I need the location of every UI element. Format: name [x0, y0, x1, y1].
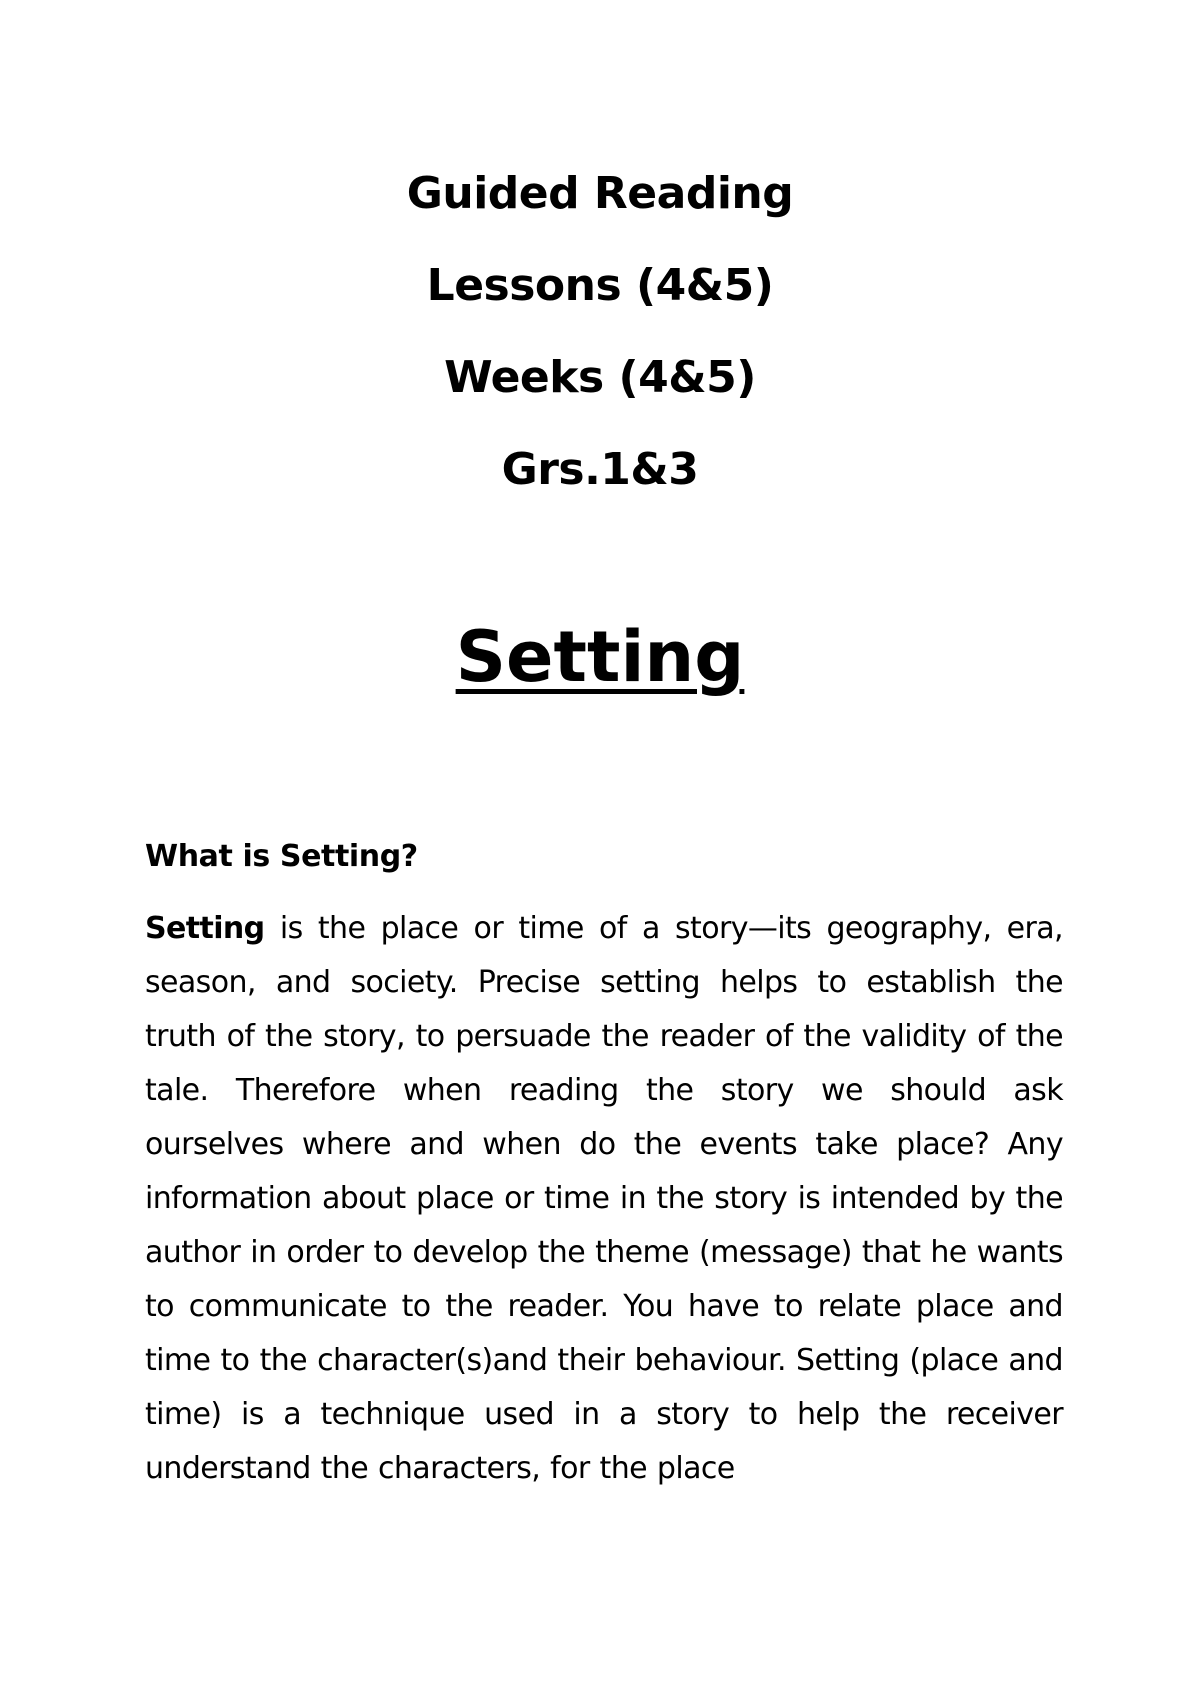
- section-question: What is Setting?: [145, 839, 418, 874]
- body-paragraph-text: is the place or time of a story—its geography, era, season, and society. Precise setting helps to establish the truth of the story, to persuade the reader of the validity of the tale. Therefore when reading the story we should ask ourselves where and when do the events take place? Any information about place or time in the story is intended by the author in order to develop the theme (message) that he wants to communicate to the reader. You have to relate place and time to the character(s)and their behaviour. Setting (place and time) is a technique used in a story to help the receiver understand the characters, for the place: [145, 911, 1063, 1486]
- header-line-activity: Guided Reading: [406, 168, 794, 219]
- header-line-grades: Grs.1&3: [501, 444, 699, 495]
- page-title: [0, 612, 1200, 702]
- document-header: [0, 148, 1200, 516]
- body-term: Setting: [145, 911, 265, 946]
- content-section: [145, 830, 1063, 1496]
- body-paragraph: [145, 902, 1063, 1496]
- header-line-weeks: Weeks (4&5): [444, 352, 756, 403]
- header-line-lessons: Lessons (4&5): [426, 260, 774, 311]
- page-title-text: Setting: [455, 616, 745, 698]
